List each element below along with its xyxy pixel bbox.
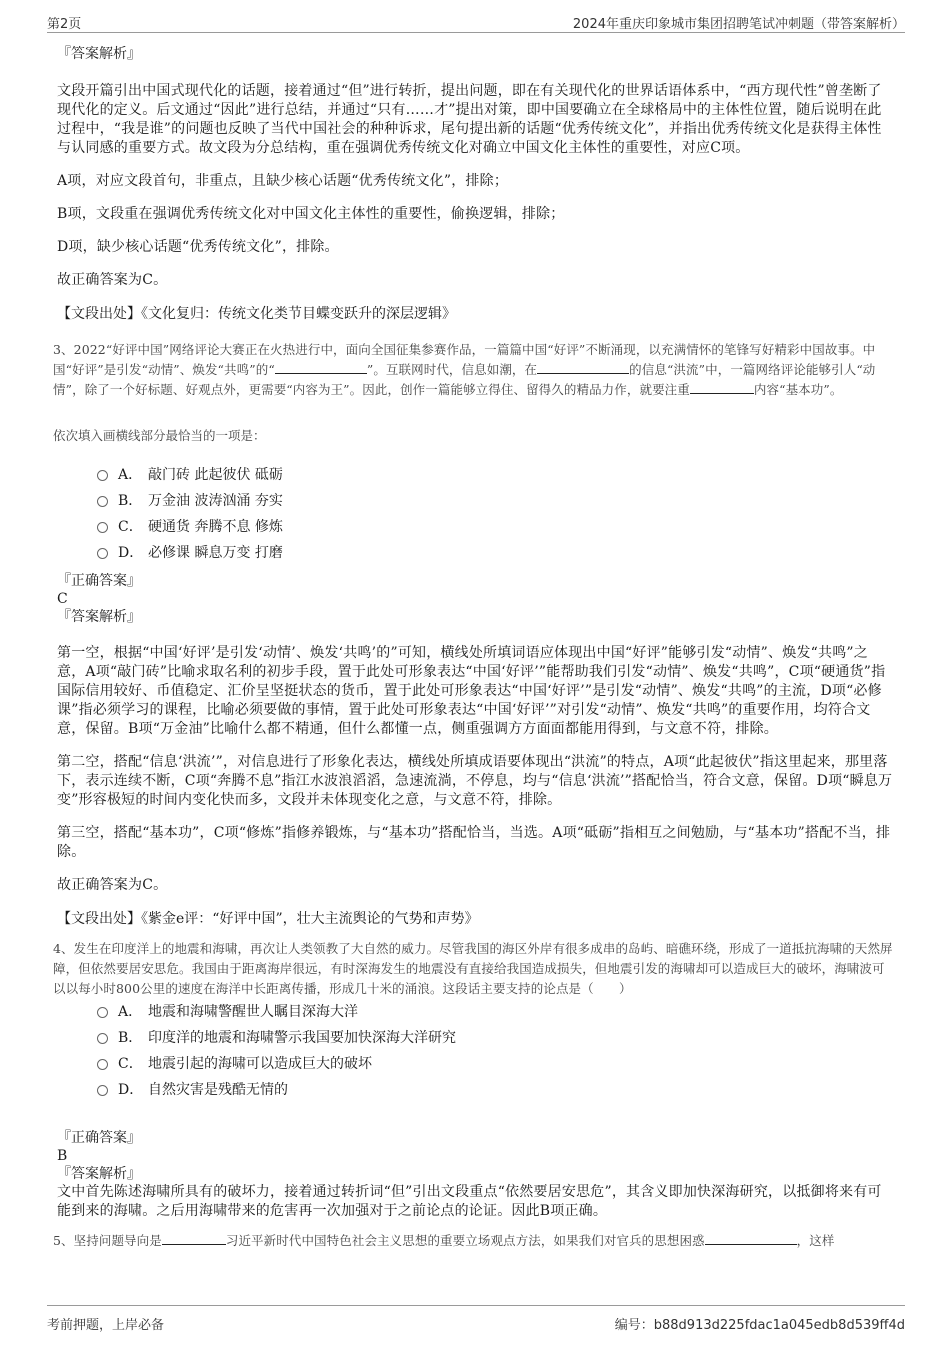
- question-5-part-a: 5、坚持问题导向是: [53, 1233, 162, 1248]
- option-text: 万金油 波涛汹涌 夯实: [148, 493, 283, 509]
- blank-1: [275, 361, 367, 374]
- option-a[interactable]: [97, 999, 893, 1025]
- page-footer: [47, 1305, 905, 1334]
- option-key: D．: [118, 1082, 144, 1098]
- blank-2: [705, 1232, 797, 1245]
- analysis-paragraph-2: 第二空，搭配“信息‘洪流’”，对信息进行了形象化表达，横线处所填成语要体现出“洪流”的特点，A项“此起彼伏”指这里起来，那里落下，表示连续不断，C项“奔腾不息”指江水波浪滔滔，急速流淌，不停息，均与“信息‘洪流’”搭配恰当，符合文意，保留。D项“瞬息万变”形容极短的时间内变化快而多，文段并未体现变化之意，与文意不符，排除。: [57, 754, 893, 808]
- correct-answer-label: 『正确答案』: [57, 1130, 141, 1146]
- footer-slogan: 考前押题，上岸必备: [47, 1318, 165, 1333]
- conclusion: 故正确答案为C。: [57, 877, 168, 893]
- code-value: b88d913d225fdac1a045edb8d539ff4d: [653, 1318, 905, 1333]
- question-3-part-a: 3、2022“好评中国”网络评论大赛正在火热进行中，面向全国征集参赛作品，一篇篇中国“好评”不断涌现，以充满情怀的笔锋写好精彩中国故事。中国“好评”是引发“动情”、焕发“共鸣”的“: [53, 342, 876, 377]
- correct-answer: B: [57, 1148, 68, 1164]
- correct-answer: C: [57, 591, 68, 607]
- page-header: [47, 10, 905, 33]
- question-3-text: [53, 340, 893, 400]
- analysis-paragraph: 文中首先陈述海啸所具有的破坏力，接着通过转折词“但”引出文段重点“依然要居安思危”，其含义即加快深海研究，以抵御将来有可能到来的海啸。之后用海啸带来的危害再一次加强对于之前论点的论证。因此B项正确。: [57, 1184, 882, 1219]
- document-title: 2024年重庆印象城市集团招聘笔试冲刺题（带答案解析）: [572, 17, 905, 32]
- analysis-paragraph-1: 第一空，根据“中国‘好评’是引发‘动情’、焕发‘共鸣’的”可知，横线处所填词语应体现出中国“好评”能够引发“动情”、焕发“共鸣”之意，A项“敲门砖”比喻求取名利的初步手段，置于此处可形象表达“中国‘好评’”能帮助我们引发“动情”、焕发“共鸣”，C项“硬通货”指国际信用较好、币值稳定、汇价呈坚挺状态的货币，置于此处可形象表达“中国‘好评’”是引发“动情”、焕发“共鸣”的主流，D项“必修课”指必须学习的课程，比喻必须要做的事情，置于此处可形象表达“中国‘好评’”对引发“动情”、焕发“共鸣”的重要作用，均符合文意，保留。B项“万金油”比喻什么都不精通，但什么都懂一点，侧重强调方方面面都能用得到，与文意不符，排除。: [57, 645, 886, 737]
- correct-answer-label: 『正确答案』: [57, 573, 141, 589]
- analysis-label: 『答案解析』: [57, 609, 141, 625]
- blank-1: [162, 1232, 226, 1245]
- analysis-paragraph: 文段开篇引出中国式现代化的话题，接着通过“但”进行转折，提出问题，即在有关现代化的世界话语体系中，“西方现代性”曾垄断了现代化的定义。后文通过“因此”进行总结，并通过“只有……才”提出对策，即中国要确立在全球格局中的主体性位置，随后说明在此过程中，“我是谁”的问题也反映了当代中国社会的种种诉求，尾句提出新的话题“优秀传统文化”，并指出优秀传统文化是获得主体性与认同感的重要方式。故文段为分总结构，重在强调优秀传统文化对确立中国文化主体性的重要性，对应C项。: [57, 83, 882, 156]
- option-text: 地震引起的海啸可以造成巨大的破坏: [148, 1056, 372, 1072]
- question-3-part-d: 内容“基本功”。: [753, 382, 843, 397]
- option-key: A．: [118, 1004, 143, 1020]
- option-d[interactable]: [97, 1077, 893, 1103]
- option-text: 必修课 瞬息万变 打磨: [148, 545, 283, 561]
- option-c[interactable]: [97, 1051, 893, 1077]
- question-3-prompt: 依次填入画横线部分最恰当的一项是：: [53, 428, 266, 443]
- option-text: 印度洋的地震和海啸警示我国要加快深海大洋研究: [148, 1030, 456, 1046]
- question-3-options: [97, 462, 893, 566]
- radio-icon[interactable]: [97, 470, 108, 481]
- analysis-option-d: D项，缺少核心话题“优秀传统文化”，排除。: [57, 239, 339, 255]
- page-number: 第2页: [47, 17, 82, 32]
- option-key: C．: [118, 519, 143, 535]
- document-body: [53, 40, 893, 1251]
- radio-icon[interactable]: [97, 1085, 108, 1096]
- radio-icon[interactable]: [97, 548, 108, 559]
- option-text: 自然灾害是残酷无情的: [148, 1082, 288, 1098]
- radio-icon[interactable]: [97, 1059, 108, 1070]
- option-c[interactable]: [97, 514, 893, 540]
- question-5-part-b: 习近平新时代中国特色社会主义思想的重要立场观点方法，如果我们对官兵的思想困惑: [225, 1233, 705, 1248]
- option-a[interactable]: [97, 462, 893, 488]
- option-key: B．: [118, 493, 143, 509]
- radio-icon[interactable]: [97, 522, 108, 533]
- option-text: 地震和海啸警醒世人瞩目深海大洋: [148, 1004, 358, 1020]
- option-text: 敲门砖 此起彼伏 砥砺: [148, 467, 283, 483]
- question-3-part-c: 的信息“洪流”中，一篇网络评论能够引人“动情”，除了一个好标题、好观点外，更需要“内容为王”。因此，创作一篇能够立得住、留得久的精品力作，就要注重: [53, 362, 876, 397]
- radio-icon[interactable]: [97, 496, 108, 507]
- source-citation: 【文段出处】《紫金e评：“好评中国”，壮大主流舆论的气势和声势》: [57, 911, 479, 927]
- option-key: D．: [118, 545, 144, 561]
- radio-icon[interactable]: [97, 1007, 108, 1018]
- analysis-label: 『答案解析』: [57, 1166, 141, 1182]
- code-label: 编号：: [614, 1318, 654, 1333]
- option-b[interactable]: [97, 488, 893, 514]
- option-b[interactable]: [97, 1025, 893, 1051]
- analysis-label: 『答案解析』: [57, 46, 141, 62]
- question-4-text: 4、发生在印度洋上的地震和海啸，再次让人类领教了大自然的威力。尽管我国的海区外岸有很多成串的岛屿、暗礁环绕，形成了一道抵抗海啸的天然屏障，但依然要居安思危。我国由于距离海岸很远，有时深海发生的地震没有直接给我国造成损失，但地震引发的海啸却可以造成巨大的破坏，海啸波可以以每小时800公里的速度在海洋中长距离传播，形成几十米的涌浪。这段话主要支持的论点是（ ）: [53, 941, 893, 996]
- question-5-text: [53, 1231, 893, 1251]
- option-key: C．: [118, 1056, 143, 1072]
- question-3-part-b: ”。互联网时代，信息如潮，在: [366, 362, 538, 377]
- analysis-option-b: B项，文段重在强调优秀传统文化对中国文化主体性的重要性，偷换逻辑，排除；: [57, 206, 565, 222]
- conclusion: 故正确答案为C。: [57, 272, 168, 288]
- blank-3: [690, 381, 754, 394]
- analysis-paragraph-3: 第三空，搭配“基本功”，C项“修炼”指修养锻炼，与“基本功”搭配恰当，当选。A项“砥砺”指相互之间勉励，与“基本功”搭配不当，排除。: [57, 825, 891, 860]
- source-citation: 【文段出处】《文化复归：传统文化类节目蝶变跃升的深层逻辑》: [57, 306, 456, 322]
- option-d[interactable]: [97, 540, 893, 566]
- option-key: A．: [118, 467, 143, 483]
- option-key: B．: [118, 1030, 143, 1046]
- blank-2: [537, 361, 629, 374]
- question-4-options: [97, 999, 893, 1103]
- radio-icon[interactable]: [97, 1033, 108, 1044]
- question-5-part-c: ，这样: [796, 1233, 835, 1248]
- option-text: 硬通货 奔腾不息 修炼: [148, 519, 283, 535]
- analysis-option-a: A项，对应文段首句，非重点，且缺少核心话题“优秀传统文化”，排除；: [57, 173, 509, 189]
- document-code: [615, 1314, 905, 1333]
